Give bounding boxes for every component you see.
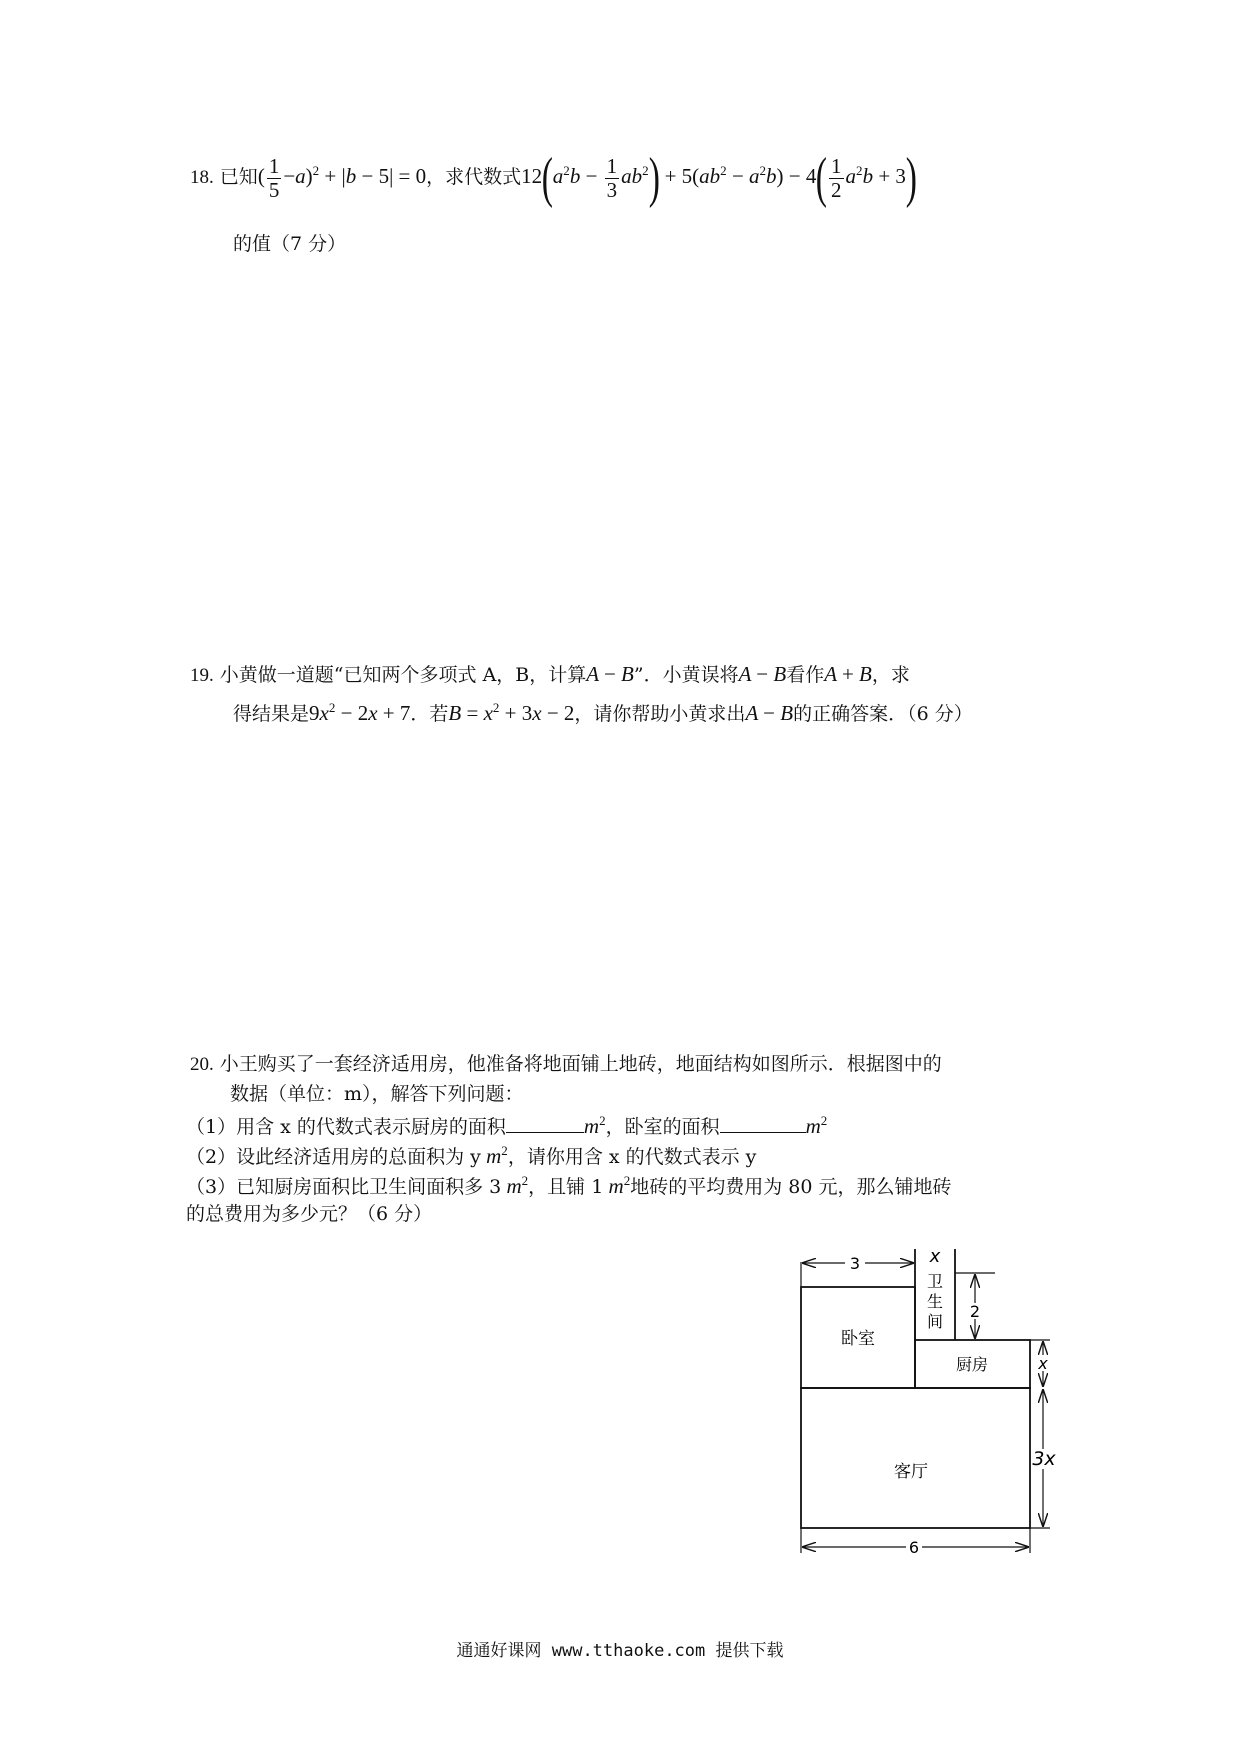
question-text: ，求代数式 [426,165,522,188]
question-18 [190,147,917,209]
question-text: 得结果是 [233,703,310,725]
answer-blank[interactable] [506,1115,584,1133]
math-term: $9x^2 - 2x + 7$ [309,700,411,725]
label-x-top: x [929,1247,941,1267]
question-text: 已知 [219,165,258,188]
question-19-line-2 [233,697,973,730]
question-text: ，卧室的面积 [605,1116,720,1138]
question-text: ，请你用含 x 的代数式表示 y [507,1146,757,1168]
question-text: 小黄做一道题“已知两个多项式 [219,664,477,686]
label-width-6: 6 [908,1538,920,1557]
question-text: （2）设此经济适用房的总面积为 y [186,1146,481,1168]
label-bathroom-2: 生 [926,1292,944,1311]
footer-source: 通通好课网 www.tthaoke.com 提供下载 [456,1641,784,1661]
math-term: A + B [824,662,872,686]
unit-m2: $m^2$ [480,1143,508,1168]
question-20-line-2: 数据（单位：m），解答下列问题： [230,1083,524,1105]
question-text: 的正确答案．（6 分） [793,703,973,725]
label-kitchen: 厨房 [955,1355,989,1374]
question-number: 19. [190,665,214,686]
math-condition: ( $\frac{1}{5}$ −a)$^2$ + |b − 5| = 0 [257,154,427,202]
label-living-height: 3x [1032,1448,1056,1470]
unit-m2: $m^2$ [603,1173,631,1198]
living-room [801,1388,1030,1528]
math-term: A − B [738,662,787,686]
question-20-part-3 [186,1170,952,1203]
question-text: 地砖的平均费用为 80 元，那么铺地砖 [630,1176,952,1198]
question-text: ”．小黄误将 [633,664,739,686]
question-number: 20. [190,1054,214,1075]
label-width-3: 3 [849,1254,861,1273]
question-text: ，请你帮助小黄求出 [574,703,746,725]
math-expression: $12(a^2b$ − $\frac{1}{3}$ $ab^2) + 5(ab^2 - a^2b) - 4$( $\frac{1}{2}$ $a^2b + 3$) [521,147,917,209]
label-living-room: 客厅 [894,1462,928,1482]
label-bathroom-1: 卫 [926,1272,944,1291]
unit-m2: $m^2$ [583,1113,606,1138]
label-bath-height: 2 [969,1302,981,1321]
question-text: ，且铺 1 [528,1176,604,1198]
question-20-part-1 [186,1110,827,1143]
question-text: （1）用含 x 的代数式表示厨房的面积 [186,1116,506,1138]
math-term: $B = x^2 + 3x - 2$ [448,700,575,725]
question-text: ．若 [410,703,449,725]
question-number: 18. [190,166,214,188]
question-20-part-2 [186,1140,756,1173]
question-text: 小王购买了一套经济适用房，他准备将地面铺上地砖，地面结构如图所示．根据图中的 [219,1053,942,1075]
floor-plan-diagram [770,1247,1090,1587]
question-text: A，B，计算 [482,664,587,686]
question-20-line-1 [190,1050,942,1079]
question-text: 看作 [786,664,825,686]
question-19-line-1 [190,658,910,691]
question-20-part-3-line-2: 的总费用为多少元？（6 分） [186,1203,433,1225]
answer-blank[interactable] [720,1115,806,1133]
unit-m2: $m^2$ [805,1113,828,1138]
question-text: （3）已知厨房面积比卫生间面积多 3 [186,1176,502,1198]
label-kitchen-height: x [1038,1354,1048,1373]
question-18-suffix: 的值（7 分） [233,233,347,255]
unit-m2: $m^2$ [501,1173,529,1198]
question-text: ，求 [871,664,910,686]
math-term: A − B [745,701,794,725]
math-term: A − B [586,662,634,686]
label-bathroom-3: 间 [926,1312,944,1331]
label-bedroom: 卧室 [841,1329,875,1349]
